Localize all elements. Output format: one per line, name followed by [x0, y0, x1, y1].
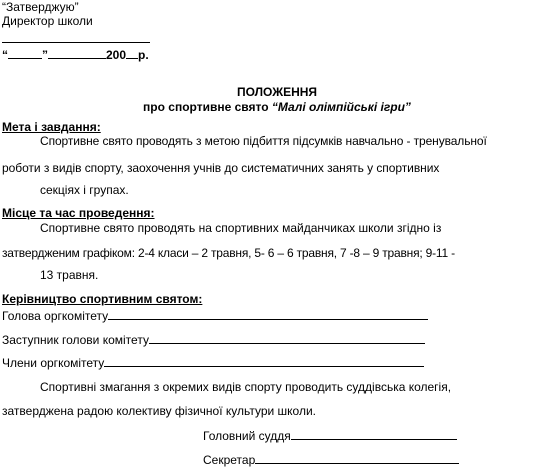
date-quote-close: ”	[42, 48, 48, 62]
date-day-blank	[8, 47, 42, 59]
secretary-row	[203, 452, 459, 467]
members-blank	[104, 355, 424, 367]
place-line-2: затвердженим графіком: 2-4 класи – 2 травня, 5- 6 – 6 травня, 7 -8 – 9 травня; 9-11 -	[2, 246, 455, 260]
signature-line	[2, 42, 150, 43]
members-row	[2, 355, 424, 370]
goals-line-1: Спортивне свято проводять з метою підбиття підсумків навчально - тренувальної	[40, 134, 487, 148]
chair-label: Голова оргкомітету	[2, 309, 109, 323]
chief-judge-row	[203, 428, 457, 443]
chair-blank	[108, 308, 428, 320]
date-month-blank	[48, 47, 106, 59]
approval-label: “Затверджую”	[2, 0, 79, 14]
deputy-row	[2, 332, 425, 347]
goals-heading: Мета і завдання:	[2, 120, 101, 134]
competitions-line-2: затверджена радою колективу фізичної культури школи.	[2, 404, 316, 418]
deputy-label: Заступник голови комітету	[2, 333, 149, 347]
place-line-3: 13 травня.	[40, 268, 99, 282]
chief-judge-blank	[291, 428, 457, 440]
members-label: Члени оргкомітету	[2, 356, 105, 370]
competitions-line-1: Спортивні змагання з окремих видів спорту проводить суддівська колегія,	[40, 380, 452, 394]
goals-line-3: секціях і групах.	[40, 183, 129, 197]
secretary-label: Секретар	[203, 453, 256, 467]
date-year: 200	[106, 48, 127, 62]
place-line-1: Спортивне свято проводять на спортивних майданчиках школи згідно із	[40, 221, 442, 235]
deputy-blank	[149, 332, 425, 344]
date-suffix: р.	[138, 48, 149, 62]
subtitle-prefix: про спортивне свято	[143, 100, 269, 114]
secretary-blank	[255, 452, 459, 464]
director-label: Директор школи	[2, 14, 93, 28]
chief-judge-label: Головний суддя	[203, 429, 291, 443]
date-quote-open: “	[2, 48, 8, 62]
document-title: ПОЛОЖЕННЯ	[236, 85, 318, 99]
date-year-blank	[126, 47, 138, 59]
document-subtitle	[0, 100, 554, 114]
chair-row	[2, 308, 428, 323]
leadership-heading: Керівництво спортивним святом:	[2, 292, 203, 306]
date-line	[2, 47, 149, 62]
subtitle-name: “Малі олімпійські ігри”	[271, 100, 411, 114]
place-heading: Місце та час проведення:	[2, 206, 155, 220]
goals-line-2: роботи з видів спорту, заохочення учнів до систематичних занять у спортивних	[2, 161, 440, 175]
